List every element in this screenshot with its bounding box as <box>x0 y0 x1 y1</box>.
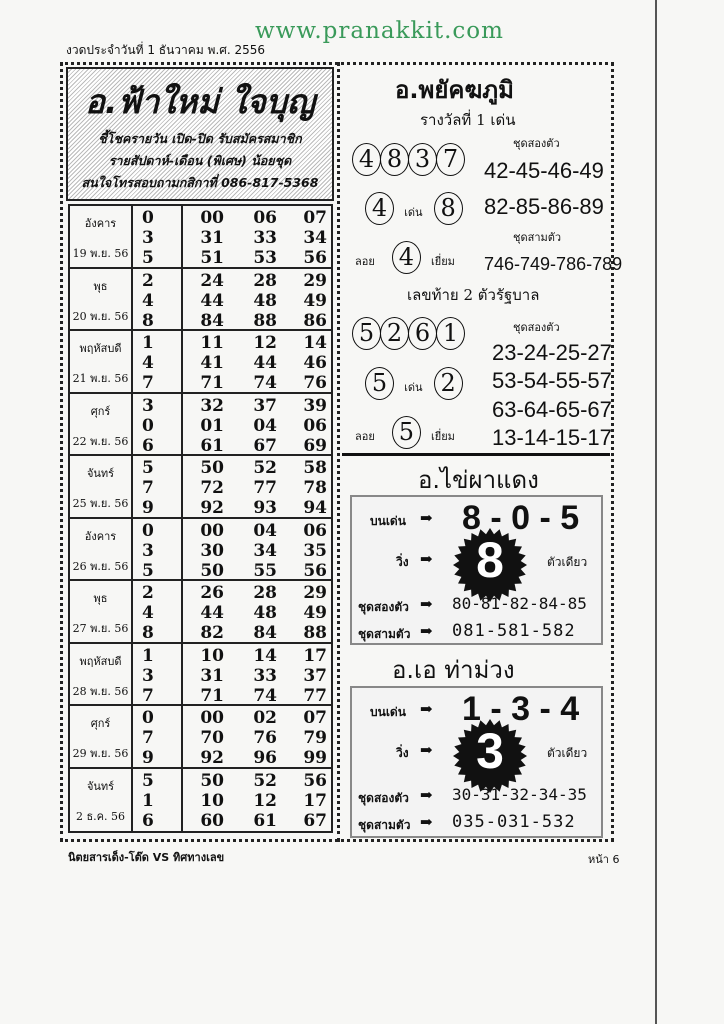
number-cell: 28 <box>253 270 277 291</box>
kaipadaeng-single: ตัวเดียว <box>547 555 588 569</box>
number-cell: 49 <box>303 290 327 311</box>
number-cell: 76 <box>303 373 327 393</box>
day-cell <box>70 206 133 267</box>
number-cell: 34 <box>303 228 327 248</box>
number-cell: 33 <box>253 665 277 686</box>
payak-two-1: 42-45-46-49 <box>484 158 604 183</box>
run-number: 3 <box>476 723 504 779</box>
lead-digit: 0 <box>142 208 154 228</box>
number-cell: 14 <box>253 645 277 666</box>
number-cell: 76 <box>253 728 277 748</box>
day-cell <box>70 644 133 705</box>
lead-digit: 0 <box>142 415 154 436</box>
number-cell: 79 <box>303 728 327 748</box>
lead-digit: 7 <box>142 685 154 706</box>
number-cell: 61 <box>253 810 277 831</box>
lead-digit: 3 <box>142 540 154 561</box>
column-divider <box>337 62 340 842</box>
number-cell: 67 <box>253 435 277 456</box>
number-circle: 2 <box>380 317 409 350</box>
day-group <box>70 394 331 457</box>
lead-digit: 8 <box>142 310 154 331</box>
number-cell: 06 <box>303 415 327 436</box>
kaipadaeng-two: 80-81-82-84-85 <box>452 594 587 613</box>
number-cell: 29 <box>303 270 327 291</box>
tamuang-top: 1 - 3 - 4 <box>462 690 580 728</box>
number-cell: 77 <box>303 685 327 706</box>
day-date: 2 ธ.ค. 56 <box>75 809 126 823</box>
day-name: พุธ <box>93 592 108 605</box>
payak-two-label: ชุดสองตัว <box>513 137 560 150</box>
day-cell <box>70 269 133 330</box>
float-circle: 4 <box>392 241 421 274</box>
day-name: จันทร์ <box>86 779 115 793</box>
left-header-title: อ.ฟ้าใหม่ ใจบุญ <box>85 82 315 121</box>
day-group <box>70 331 331 394</box>
number-circle: 7 <box>436 143 465 176</box>
float-word: ลอย <box>355 255 375 268</box>
number-cell: 52 <box>253 458 277 478</box>
payak-two-label-2: ชุดสองตัว <box>513 321 560 334</box>
run-number: 8 <box>476 532 504 588</box>
lead-word: เด่น <box>404 381 423 394</box>
number-cell: 17 <box>303 645 327 666</box>
lead-digit: 4 <box>142 353 154 373</box>
tamuang-title: อ.เอ ท่าม่วง <box>392 656 515 684</box>
number-cell: 74 <box>253 685 277 706</box>
tamuang-single: ตัวเดียว <box>547 746 588 760</box>
number-cell: 53 <box>253 248 277 268</box>
day-date: 25 พ.ย. 56 <box>72 497 129 510</box>
kaipadaeng-top-label: บนเด่น <box>370 514 406 528</box>
issue-line: งวดประจำวันที่ 1 ธันวาคม พ.ศ. 2556 <box>66 43 266 57</box>
number-cell: 44 <box>200 603 224 623</box>
number-cell: 06 <box>303 520 327 541</box>
left-header-line3: สนใจโทรสอบถามกสิกาที่ 086-817-5368 <box>81 175 319 190</box>
number-cell: 41 <box>200 353 224 373</box>
number-cell: 37 <box>253 395 277 416</box>
day-cell <box>70 769 133 832</box>
page-edge <box>655 0 657 1024</box>
number-cell: 01 <box>200 415 224 436</box>
lead-digit: 9 <box>142 498 154 518</box>
number-cell: 06 <box>253 208 277 228</box>
payak-set: 63-64-65-67 <box>492 397 612 422</box>
digit-column <box>133 519 183 580</box>
arrow-right-icon: ➡ <box>420 509 433 527</box>
number-cell: 14 <box>303 333 327 353</box>
day-group <box>70 206 331 269</box>
number-cell: 48 <box>253 290 277 311</box>
left-header-box <box>66 67 334 201</box>
number-cell: 33 <box>253 228 277 248</box>
number-cell: 88 <box>253 310 277 331</box>
number-cell: 71 <box>200 373 224 393</box>
number-cell: 56 <box>303 770 327 791</box>
day-group <box>70 581 331 644</box>
float-word: ลอย <box>355 430 375 443</box>
kaipadaeng-top: 8 - 0 - 5 <box>462 499 580 537</box>
number-cell: 70 <box>200 728 224 748</box>
day-name: พฤหัสบดี <box>79 342 122 355</box>
digit-column <box>133 706 183 767</box>
number-cell: 78 <box>303 478 327 498</box>
number-cell: 04 <box>253 415 277 436</box>
run-burst <box>452 527 528 603</box>
payak-two-2: 82-85-86-89 <box>484 194 604 219</box>
number-cell: 61 <box>200 435 224 456</box>
number-cell: 96 <box>253 748 277 768</box>
lead-digit: 2 <box>142 270 154 291</box>
day-cell <box>70 519 133 580</box>
kaipadaeng-run-label: วิ่ง <box>396 555 409 569</box>
number-cell: 56 <box>303 560 327 581</box>
arrow-right-icon: ➡ <box>420 700 433 718</box>
lead-digit: 1 <box>142 790 154 811</box>
digit-column <box>133 394 183 455</box>
lead-circle: 5 <box>365 367 394 400</box>
number-cell: 50 <box>200 770 224 791</box>
lead-digit: 1 <box>142 333 154 353</box>
number-cell: 69 <box>303 435 327 456</box>
day-name: ศุกร์ <box>90 404 111 418</box>
day-date: 29 พ.ย. 56 <box>72 747 129 760</box>
lead-digit: 6 <box>142 435 154 456</box>
payak-set: 53-54-55-57 <box>492 368 612 393</box>
number-cell: 00 <box>200 520 224 541</box>
day-date: 20 พ.ย. 56 <box>72 309 129 323</box>
day-group <box>70 456 331 519</box>
number-cell: 92 <box>200 498 224 518</box>
lead-digit: 7 <box>142 373 154 393</box>
lead-digit: 5 <box>142 560 154 581</box>
payak-circles-2 <box>352 317 464 350</box>
number-cell: 10 <box>200 790 224 811</box>
number-cell: 31 <box>200 228 224 248</box>
day-name: จันทร์ <box>86 467 115 480</box>
day-cell <box>70 331 133 392</box>
kaipadaeng-three: 081-581-582 <box>452 621 576 641</box>
lead-digit: 4 <box>142 603 154 623</box>
arrow-right-icon: ➡ <box>420 786 433 804</box>
digit-column <box>133 269 183 330</box>
payak-sub2: เลขท้าย 2 ตัวรัฐบาล <box>407 286 540 304</box>
day-cell <box>70 394 133 455</box>
number-circle: 4 <box>352 143 381 176</box>
lead-digit: 0 <box>142 520 154 541</box>
number-cell: 29 <box>303 583 327 603</box>
number-cell: 00 <box>200 208 224 228</box>
kaipadaeng-two-label: ชุดสองตัว <box>358 600 409 614</box>
number-cell: 37 <box>303 665 327 686</box>
tamuang-three-label: ชุดสามตัว <box>358 818 411 832</box>
number-cell: 46 <box>303 353 327 373</box>
day-date: 21 พ.ย. 56 <box>72 372 129 385</box>
number-cell: 48 <box>253 603 277 623</box>
number-cell: 56 <box>303 248 327 268</box>
day-name: อังคาร <box>84 529 117 543</box>
number-cell: 84 <box>253 623 277 643</box>
payak-lead-1 <box>365 192 462 225</box>
left-header-line2: รายสัปดาห์-เดือน (พิเศษ) น้อยชุด <box>108 153 292 168</box>
digit-column <box>133 581 183 642</box>
lead-digit: 5 <box>142 458 154 478</box>
number-cell: 94 <box>303 498 327 518</box>
number-circle: 1 <box>436 317 465 350</box>
number-circle: 6 <box>408 317 437 350</box>
number-cell: 58 <box>303 458 327 478</box>
tamuang-two-label: ชุดสองตัว <box>358 791 409 805</box>
arrow-right-icon: ➡ <box>420 622 433 640</box>
day-date: 26 พ.ย. 56 <box>72 559 129 573</box>
section-rule <box>342 453 610 456</box>
payak-set: 23-24-25-27 <box>492 340 612 365</box>
number-cell: 55 <box>253 560 277 581</box>
float-word-2: เยี่ยม <box>430 430 455 443</box>
float-word-2: เยี่ยม <box>430 255 455 268</box>
lead-digit: 5 <box>142 770 154 791</box>
lead-digit: 4 <box>142 290 154 311</box>
number-cell: 99 <box>303 748 327 768</box>
kaipadaeng-title: อ.ไข่ผาแดง <box>418 466 539 494</box>
number-cell: 35 <box>303 540 327 561</box>
site-watermark: www.pranakkit.com <box>255 18 504 44</box>
number-cell: 92 <box>200 748 224 768</box>
number-cell: 44 <box>200 290 224 311</box>
tamuang-three: 035-031-532 <box>452 812 576 832</box>
number-cell: 30 <box>200 540 224 561</box>
tamuang-top-label: บนเด่น <box>370 705 406 719</box>
payak-title: อ.พยัคฆภูมิ <box>395 76 514 104</box>
page-number: หน้า 6 <box>588 853 620 866</box>
day-cell <box>70 581 133 642</box>
day-name: อังคาร <box>84 217 117 230</box>
lead-digit: 7 <box>142 478 154 498</box>
digit-column <box>133 206 183 267</box>
day-date: 28 พ.ย. 56 <box>72 684 129 698</box>
number-cell: 84 <box>200 310 224 331</box>
payak-lead-2 <box>365 367 462 400</box>
payak-set: 13-14-15-17 <box>492 425 612 450</box>
number-cell: 31 <box>200 665 224 686</box>
number-cell: 44 <box>253 353 277 373</box>
number-cell: 26 <box>200 583 224 603</box>
number-circle: 3 <box>408 143 437 176</box>
lead-circle: 2 <box>434 367 463 400</box>
digit-column <box>133 331 183 392</box>
number-cell: 11 <box>200 333 224 353</box>
payak-three-label: ชุดสามตัว <box>513 231 562 244</box>
day-date: 19 พ.ย. 56 <box>72 247 129 260</box>
lead-digit: 3 <box>142 665 154 686</box>
lead-digit: 2 <box>142 583 154 603</box>
day-group <box>70 269 331 332</box>
number-cell: 49 <box>303 603 327 623</box>
number-cell: 86 <box>303 310 327 331</box>
number-cell: 00 <box>200 708 224 728</box>
left-header-line1: ชี้โชครายวัน เปิด-ปิด รับสมัครสมาชิก <box>98 131 302 146</box>
number-cell: 93 <box>253 498 277 518</box>
number-cell: 50 <box>200 560 224 581</box>
lead-circle: 8 <box>434 192 463 225</box>
number-cell: 74 <box>253 373 277 393</box>
day-name: พฤหัสบดี <box>79 654 122 668</box>
number-cell: 28 <box>253 583 277 603</box>
payak-float-1 <box>355 241 455 274</box>
number-cell: 02 <box>253 708 277 728</box>
arrow-right-icon: ➡ <box>420 813 433 831</box>
day-group <box>70 706 331 769</box>
tamuang-two: 30-31-32-34-35 <box>452 785 587 804</box>
lead-digit: 3 <box>142 395 154 416</box>
lead-digit: 7 <box>142 728 154 748</box>
arrow-right-icon: ➡ <box>420 550 433 568</box>
number-cell: 12 <box>253 790 277 811</box>
payak-sub1: รางวัลที่ 1 เด่น <box>420 111 516 129</box>
number-cell: 39 <box>303 395 327 416</box>
day-cell <box>70 706 133 767</box>
number-cell: 24 <box>200 270 224 291</box>
number-cell: 88 <box>303 623 327 643</box>
number-cell: 07 <box>303 708 327 728</box>
day-group <box>70 519 331 582</box>
lead-digit: 6 <box>142 810 154 831</box>
tamuang-run-label: วิ่ง <box>396 746 409 760</box>
digit-column <box>133 456 183 517</box>
number-cell: 17 <box>303 790 327 811</box>
run-burst <box>452 718 528 794</box>
float-circle: 5 <box>392 416 421 449</box>
number-circle: 8 <box>380 143 409 176</box>
day-date: 22 พ.ย. 56 <box>72 434 129 448</box>
digit-column <box>133 644 183 705</box>
day-group <box>70 644 331 707</box>
payak-float-2 <box>355 416 455 449</box>
number-cell: 50 <box>200 458 224 478</box>
day-group <box>70 769 331 832</box>
number-cell: 60 <box>200 810 224 831</box>
number-cell: 10 <box>200 645 224 666</box>
number-circle: 5 <box>352 317 381 350</box>
lead-digit: 3 <box>142 228 154 248</box>
day-name: พุธ <box>93 279 108 293</box>
number-cell: 32 <box>200 395 224 416</box>
kaipadaeng-three-label: ชุดสามตัว <box>358 627 411 641</box>
arrow-right-icon: ➡ <box>420 741 433 759</box>
lead-digit: 5 <box>142 248 154 268</box>
daily-numbers-table <box>68 204 333 833</box>
number-cell: 52 <box>253 770 277 791</box>
number-cell: 51 <box>200 248 224 268</box>
lead-digit: 8 <box>142 623 154 643</box>
lead-digit: 1 <box>142 645 154 666</box>
payak-circles-1 <box>352 143 464 176</box>
number-cell: 07 <box>303 208 327 228</box>
footer-magazine: นิตยสารเด็ง-โต๊ด VS ทิศทางเลข <box>68 851 225 864</box>
number-cell: 04 <box>253 520 277 541</box>
lead-word: เด่น <box>404 206 423 219</box>
lead-digit: 0 <box>142 708 154 728</box>
day-date: 27 พ.ย. 56 <box>72 622 129 635</box>
arrow-right-icon: ➡ <box>420 595 433 613</box>
day-name: ศุกร์ <box>90 717 111 730</box>
number-cell: 82 <box>200 623 224 643</box>
payak-three-1: 746-749-786-789 <box>484 254 623 274</box>
number-cell: 77 <box>253 478 277 498</box>
lead-digit: 9 <box>142 748 154 768</box>
number-cell: 12 <box>253 333 277 353</box>
digit-column <box>133 769 183 832</box>
lead-circle: 4 <box>365 192 394 225</box>
number-cell: 34 <box>253 540 277 561</box>
number-cell: 67 <box>303 810 327 831</box>
number-cell: 72 <box>200 478 224 498</box>
day-cell <box>70 456 133 517</box>
number-cell: 71 <box>200 685 224 706</box>
